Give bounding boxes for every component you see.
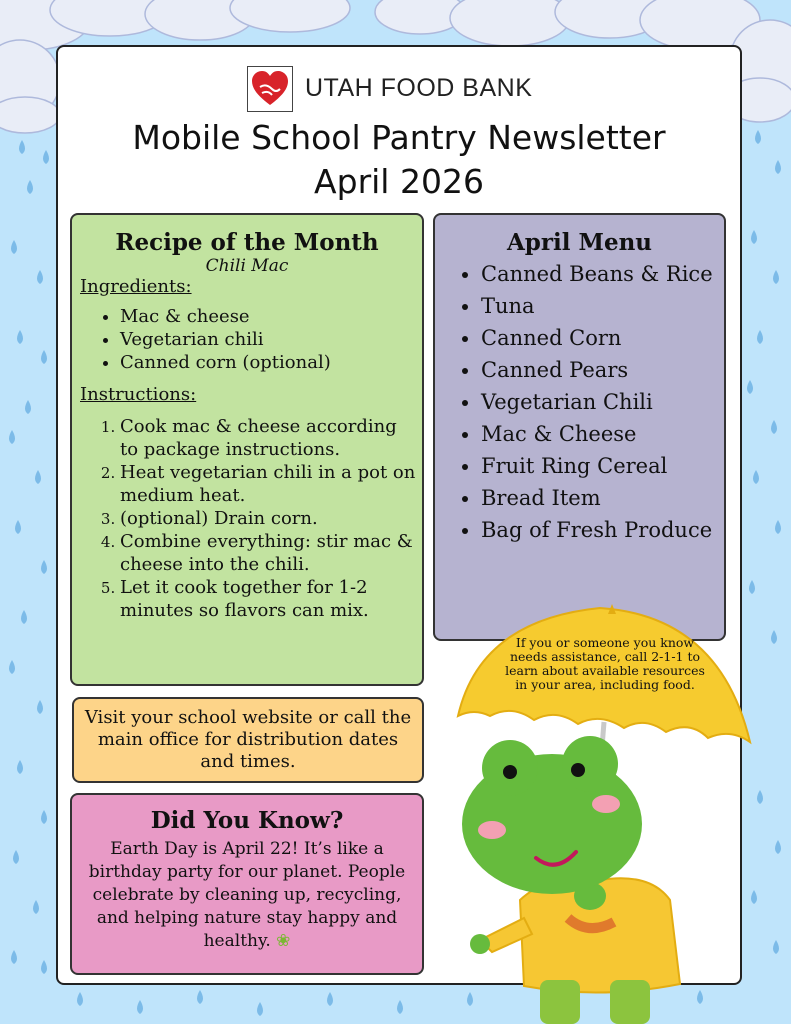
heart-hands-icon [248,67,292,111]
list-item: • Mac & cheese [120,305,422,328]
org-name: UTAH FOOD BANK [305,74,533,102]
menu-list [435,258,724,546]
instructions-list [72,415,422,622]
list-item: • Canned Pears [481,354,718,386]
utah-food-bank-logo [247,66,547,114]
instructions-label: Instructions: [80,384,197,405]
ingredients-label: Ingredients: [80,276,192,297]
list-item: • Bread Item [481,482,718,514]
did-you-know-box [70,793,424,975]
did-you-know-heading: Did You Know? [150,807,344,834]
newsletter-title: Mobile School Pantry Newsletter [132,118,666,157]
visit-text: Visit your school website or call the main office for distribution dates and times. [84,707,412,772]
recipe-dish: Chili Mac [205,256,289,276]
menu-box [433,213,726,641]
list-item: 3. (optional) Drain corn. [120,507,416,530]
list-item: • Vegetarian chili [120,328,422,351]
logo-frame [247,66,293,112]
list-item: • Canned corn (optional) [120,351,422,374]
list-item: • Canned Corn [481,322,718,354]
recipe-heading: Recipe of the Month [115,229,379,256]
list-item: 4. Combine everything: stir mac & cheese into the chili. [120,530,416,576]
list-item: • Bag of Fresh Produce [481,514,718,546]
visit-box [72,697,424,783]
list-item: • Mac & Cheese [481,418,718,450]
ingredients-list [72,305,422,374]
recipe-box [70,213,424,686]
assistance-note: If you or someone you know needs assistance, call 2-1-1 to learn about available resources in your area, including food. [505,635,705,692]
list-item: 5. Let it cook together for 1-2 minutes so flavors can mix. [120,576,416,622]
did-you-know-body: Earth Day is April 22! It’s like a birthday party for our planet. People celebrate by cleaning up, recycling, and helping nature stay happy and healthy. [88,839,406,951]
list-item: 1. Cook mac & cheese according to package instructions. [120,415,416,461]
list-item: • Vegetarian Chili [481,386,718,418]
sprout-icon: ❀ [276,931,291,951]
menu-heading: April Menu [506,229,653,256]
list-item: • Canned Beans & Rice [481,258,718,290]
list-item: • Fruit Ring Cereal [481,450,718,482]
newsletter-date: April 2026 [314,162,484,201]
list-item: 2. Heat vegetarian chili in a pot on medium heat. [120,461,416,507]
list-item: • Tuna [481,290,718,322]
did-you-know-text [80,838,414,953]
